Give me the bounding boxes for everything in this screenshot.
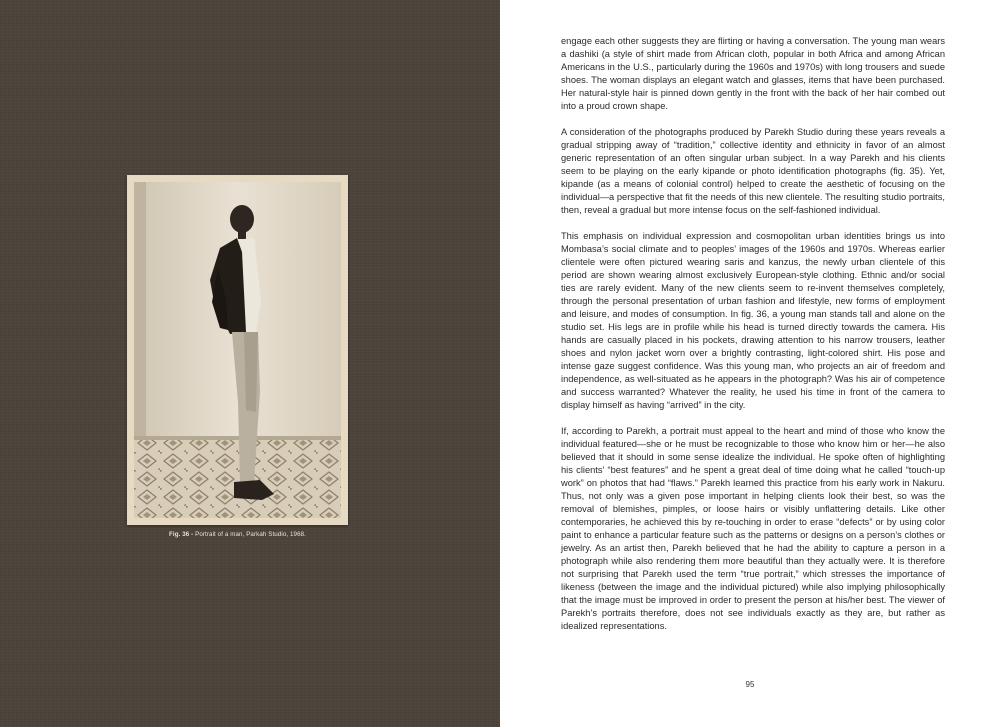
figure-caption bbox=[127, 531, 348, 538]
portrait-illustration bbox=[134, 182, 341, 518]
body-text bbox=[561, 35, 945, 646]
portrait-photo bbox=[134, 182, 341, 518]
paragraph: If, according to Parekh, a portrait must appeal to the heart and mind of those who know the individual featured—she or he must be recognizable to those who know him or her—he also believed that it should in some sense idealize the individual. He spoke often of highlighting his clients’ “best features” and he spent a great deal of time doing what he called “touch-up work” on photos that had “flaws.” Parekh learned this practice from his early work in Nakuru. Thus, not only was a given pose important in helping clients look their best, so was the removal of blemishes, pimples, or loose hairs or visibly unflattering details. Like other contemporaries, he achieved this by re-touching in order to erase “defects” or by using color paint to enhance a particular feature such as the patterns or designs on a person’s clothes or jewelry. As an artist then, Parekh believed that he had the ability to capture a person in a photograph while also rendering them more beautiful than they actually were. It is therefore not surprising that Parekh used the term “true portrait,” which stresses the importance of likeness (between the image and the individual pictured) while also implying philosophically that the image must be improved in order to present the person at his/her best. The viewer of Parekh’s portraits therefore, does not see individuals exactly as they are, but rather as idealized representations. bbox=[561, 426, 945, 631]
page-number: 95 bbox=[745, 680, 755, 689]
figure-caption-label: Fig. 36 - bbox=[169, 531, 194, 538]
paragraph: engage each other suggests they are flirting or having a conversation. The young man wears a dashiki (a style of shirt made from African cloth, popular in both Africa and among African Americans in the U.S., particularly during the 1960s and 1970s) with long trousers and suede shoes. The woman displays an elegant watch and glasses, items that have been purchased. Her natural-style hair is pinned down gently in the front with the back of her hair combed out into a proud crown shape. bbox=[561, 36, 945, 111]
figure-photo-frame bbox=[127, 175, 348, 525]
paragraph: This emphasis on individual expression and cosmopolitan urban identities brings us into Mombasa’s social climate and to peoples’ images of the 1960s and 1970s. Whereas earlier clientele were often pictured wearing saris and kanzus, the newly urban clientele of this period are shown wearing almost exclusively European-style clothing. Ethnic and/or social ties are rarely evident. Many of the new clients seem to re-invent themselves completely, through the personal presentation of urban fashion and lifestyle, new forms of employment and leisure, and modes of consumption. In fig. 36, a young man stands tall and alone on the studio set. His legs are in profile while his head is turned directly towards the camera. His hands are casually placed in his pockets, drawing attention to his narrow trousers, leather shoes and nylon jacket worn over a brightly contrasting, light-colored shirt. His pose and intense gaze suggest confidence. Was this young man, who projects an air of freedom and independence, as well-situated as he appears in the photograph? Was his air of competence and success warranted? Whatever the reality, he used his time in front of the camera to display himself as having “arrived” in the city. bbox=[561, 231, 945, 410]
right-page bbox=[500, 0, 1000, 727]
paragraph: A consideration of the photographs produced by Parekh Studio during these years reveals a gradual stripping away of “tradition,” collective identity and ethnicity in favor of an almost generic representation of an often singular urban subject. In a way Parekh and his clients seem to be playing on the early kipande or photo identification photographs (fig. 35). Yet, kipande (as a means of colonial control) helped to create the aesthetic of focusing on the individual—a perspective that fit the needs of this new clientele. The resulting studio portraits, then, reveal a gradual but more intense focus on the self-fashioned individual. bbox=[561, 127, 945, 215]
figure-caption-text: Portrait of a man, Parkah Studio, 1968. bbox=[193, 531, 306, 538]
